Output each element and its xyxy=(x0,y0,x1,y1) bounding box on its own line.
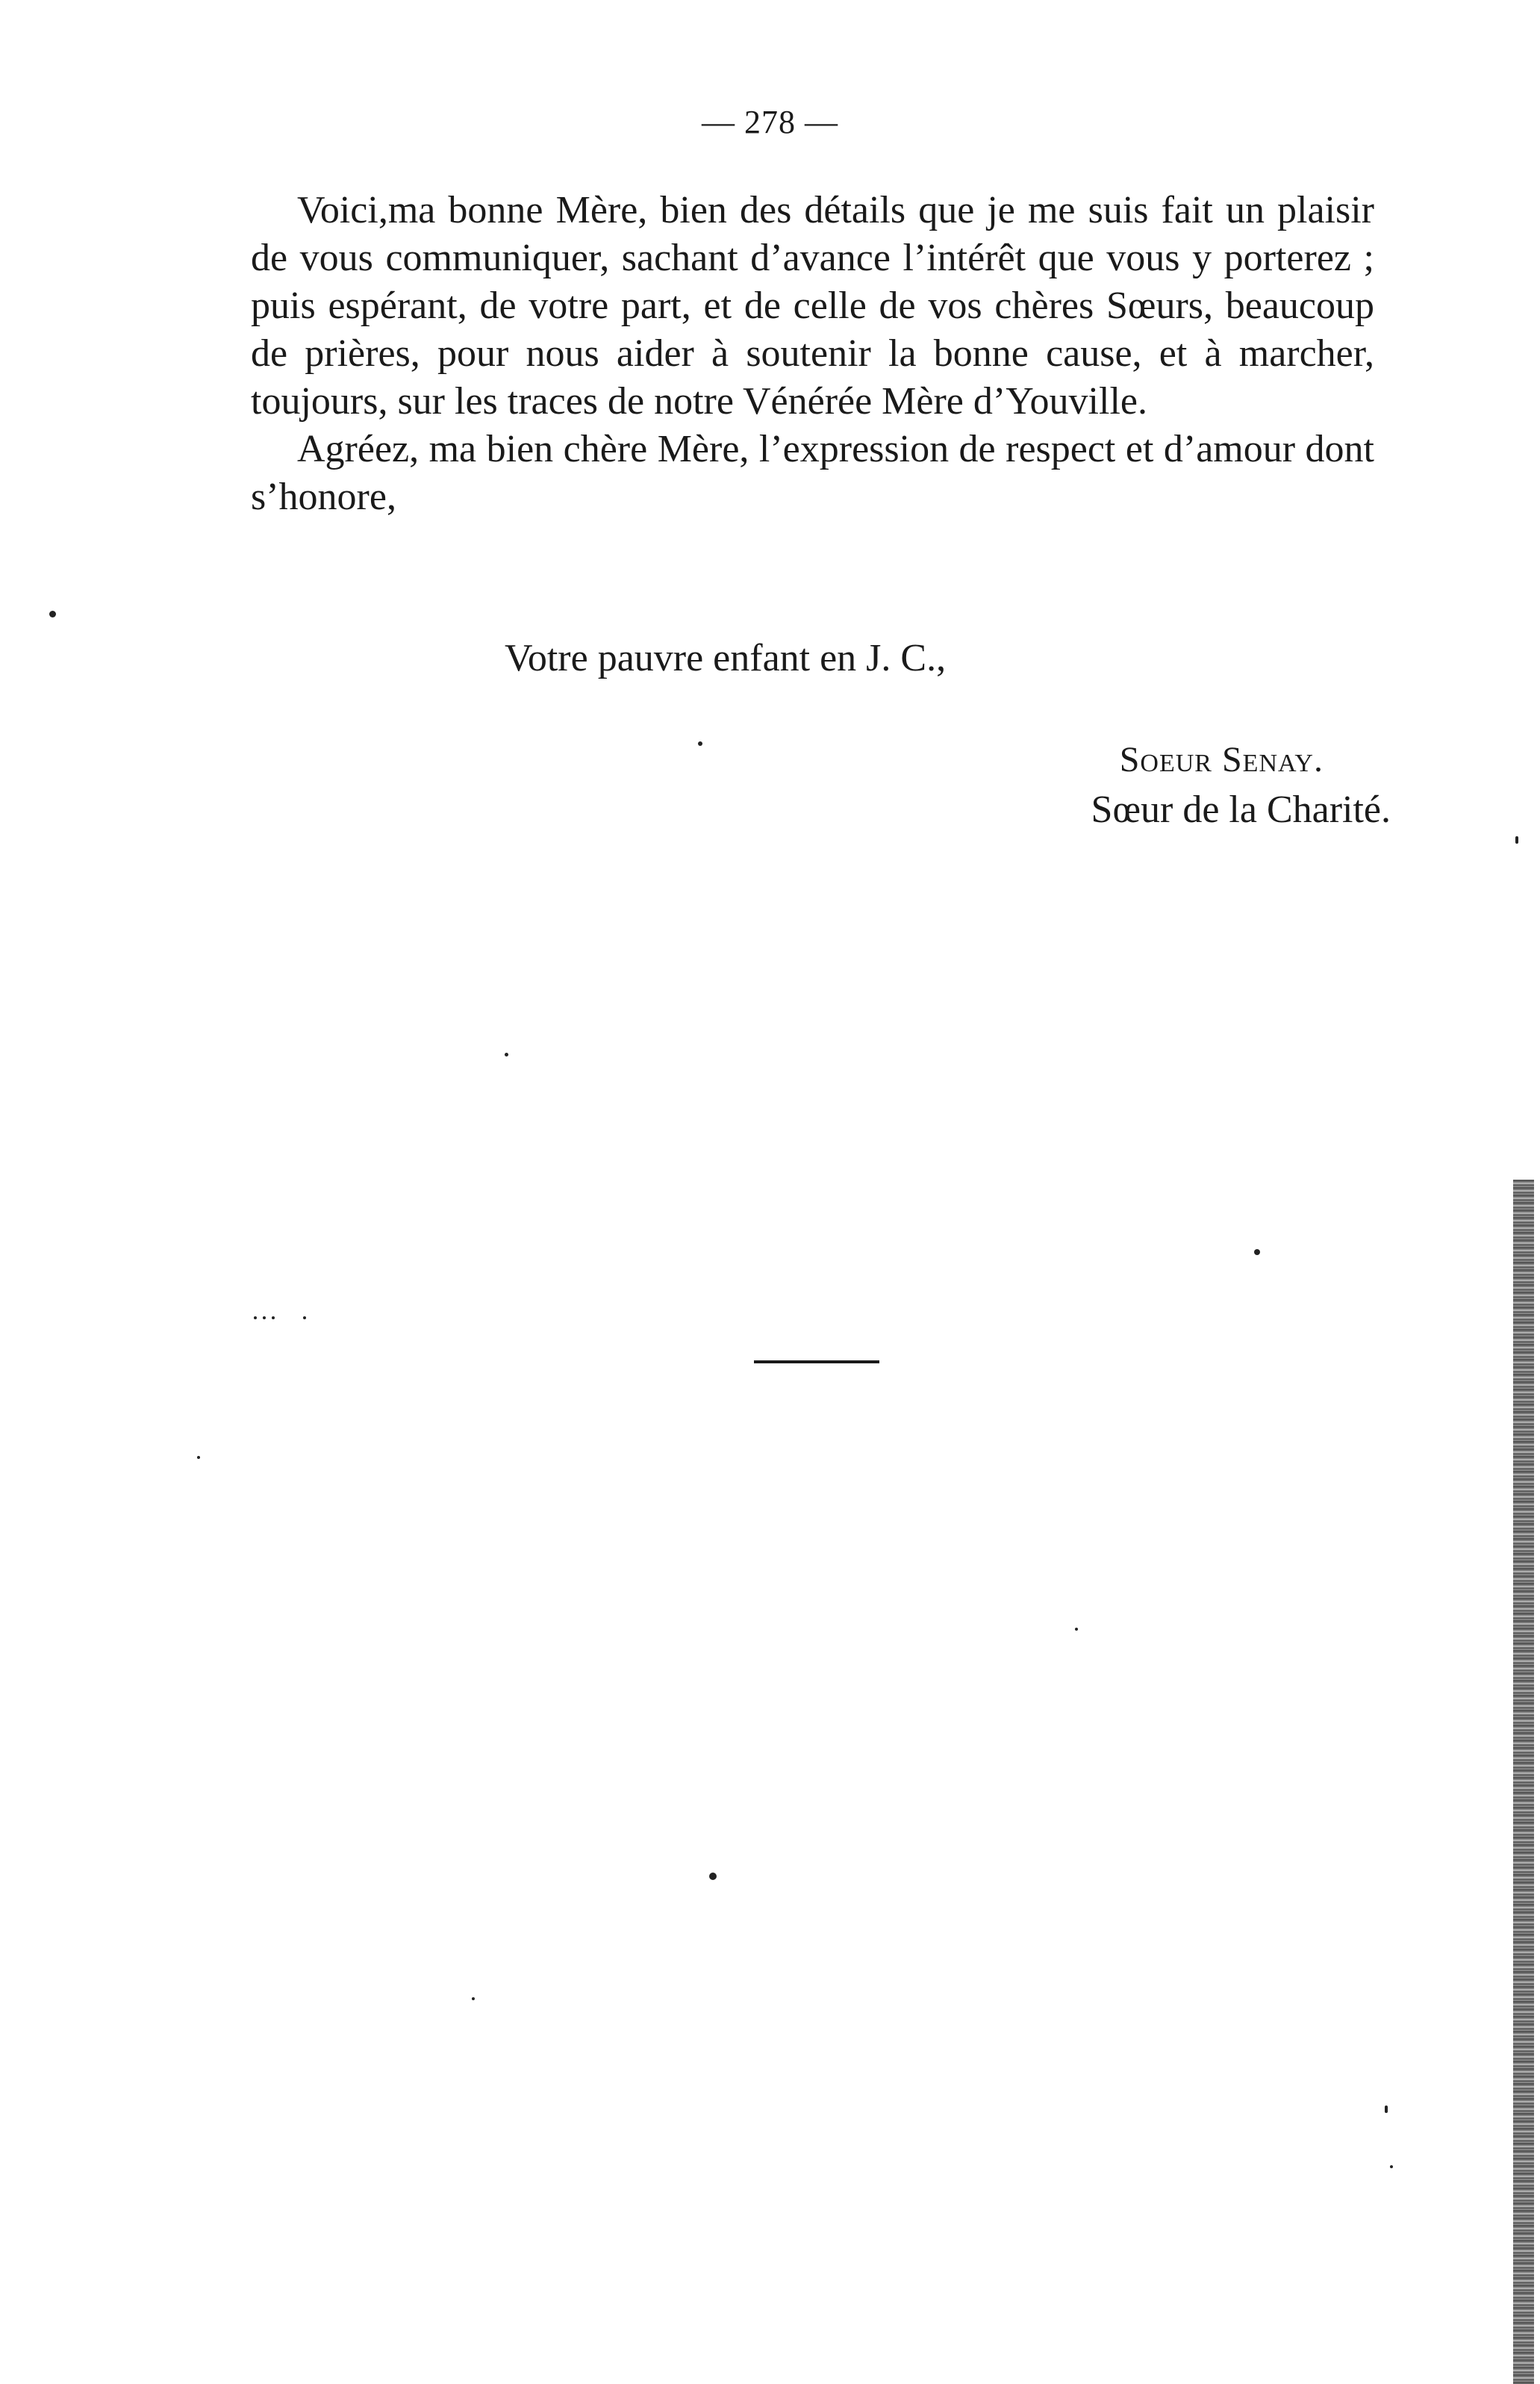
scan-speck xyxy=(709,1873,717,1880)
scan-speck xyxy=(272,1316,275,1319)
scan-speck xyxy=(197,1456,200,1459)
scan-speck xyxy=(1385,2106,1388,2113)
scan-speck xyxy=(49,611,56,617)
scan-speck xyxy=(1515,836,1518,844)
scan-speck xyxy=(505,1053,508,1056)
section-divider xyxy=(754,1360,879,1363)
scan-speck xyxy=(1390,2165,1393,2168)
scan-speck xyxy=(1254,1249,1260,1255)
scan-speck xyxy=(1075,1628,1078,1631)
scan-speck xyxy=(698,741,702,746)
scan-speck xyxy=(254,1316,257,1319)
paragraph: Voici,ma bonne Mère, bien des détails que je me suis fait un plaisir de vous communiquer, sachant d’avance l’intérêt que vous y porterez ; puis espérant, de votre part, et de celle de vos chères Sœurs, beaucoup de prières, pour nous aider à soutenir la bonne cause, et à marcher, toujours, sur les traces de notre Vénérée Mère d’Youville. xyxy=(251,189,1374,423)
page-number: — 278 — xyxy=(702,104,838,140)
page-edge-shadow xyxy=(1513,1180,1534,2384)
signature-title: Sœur de la Charité. xyxy=(1091,788,1391,831)
paragraph: Agréez, ma bien chère Mère, l’expression de respect et d’amour dont s’honore, xyxy=(251,428,1374,518)
scan-speck xyxy=(303,1316,306,1319)
closing-line: Votre pauvre enfant en J. C., xyxy=(505,637,947,679)
letter-body xyxy=(251,187,1374,521)
scan-speck xyxy=(263,1316,266,1319)
signature-name: Soeur Senay. xyxy=(1119,740,1324,779)
scan-speck xyxy=(472,1997,475,2000)
